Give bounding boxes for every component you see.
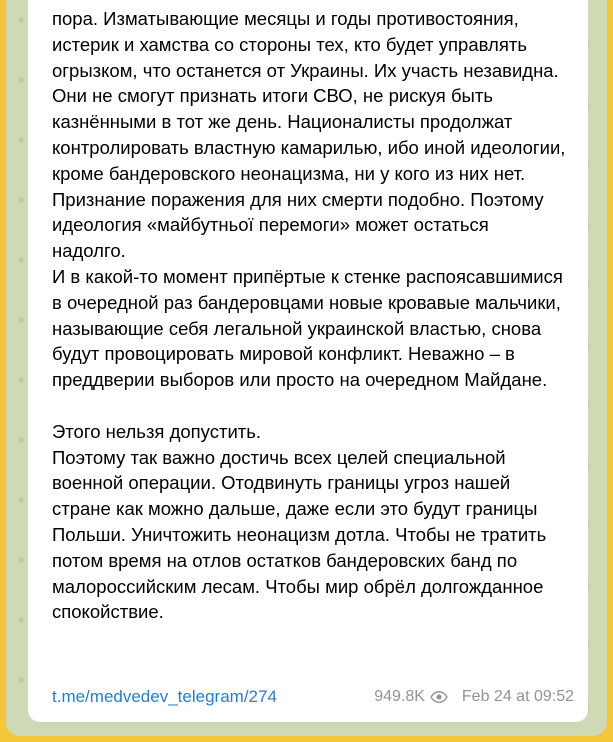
- paragraph-3: Этого нельзя допустить.: [52, 420, 262, 442]
- view-count: 949.8K: [374, 688, 425, 705]
- paragraph-2: И в какой-то момент припёртые к стенке распоясавшимися в очередной раз бандеровцами новые кровавые мальчики, называющие себя легальной украинской властью, снова будут провоцировать мировой конфликт. Неважно – в преддверии выборов или просто на очередном Майдане.: [52, 265, 568, 391]
- message-bubble: [28, 0, 588, 722]
- eye-icon: [430, 688, 448, 706]
- post-link[interactable]: t.me/medvedev_telegram/274: [52, 687, 277, 706]
- message-text: [52, 6, 571, 625]
- chat-background: [6, 0, 607, 736]
- paragraph-1: пора. Изматывающие месяцы и годы противостояния, истерик и хамства со стороны тех, кто будет управлять огрызком, что останется от Украины. Их участь незавидна. Они не смогут признать итоги СВО, не рискуя быть казнёнными в тот же день. Националисты продолжат контролировать властную камарилью, ибо иной идеологии, кроме бандеровского неонацизма, ни у кого из них нет. Признание поражения для них смерти подобно. Поэтому идеология «майбутньої перемоги» может остаться надолго.: [52, 8, 571, 262]
- paragraph-4: Поэтому так важно достичь всех целей специальной военной операции. Отодвинуть границы угроз нашей стране как можно дальше, даже если это будут границы Польши. Уничтожить неонацизм дотла. Чтобы не тратить потом время на отлов остатков бандеровских банд по малороссийским лесам. Чтобы мир обрёл долгожданное спокойствие.: [52, 446, 552, 623]
- timestamp: Feb 24 at 09:52: [461, 688, 574, 705]
- paragraph-blank: [52, 393, 566, 419]
- message-meta: [52, 686, 574, 708]
